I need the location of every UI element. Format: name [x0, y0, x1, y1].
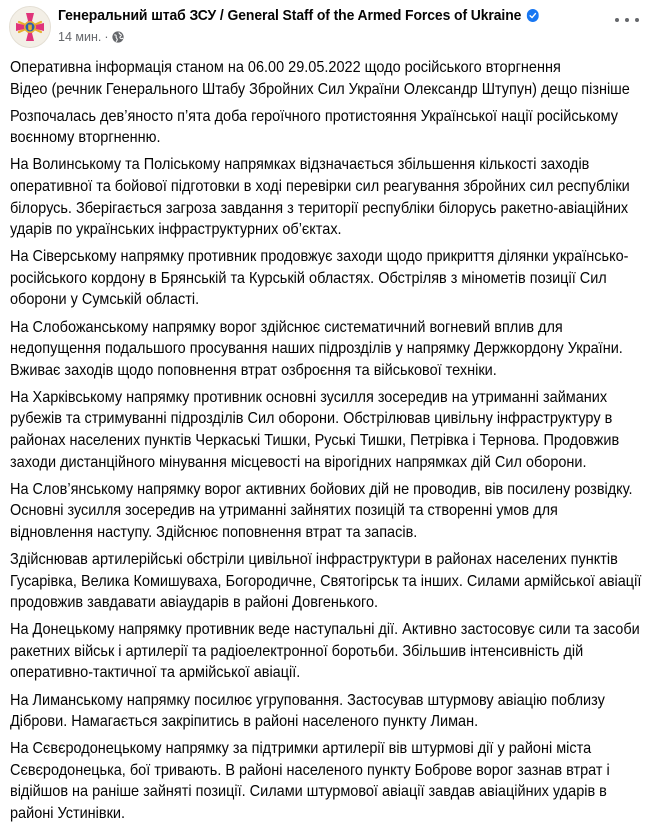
text-line: На Сіверському напрямку противник продовжує заходи щодо прикриття ділянки українсько-: [10, 248, 629, 266]
text-line: недопущення подальшого просування наших підрозділів у напрямку Держкордону України.: [10, 340, 623, 358]
text-line: Гусарівка, Велика Комишуваха, Богородичне, Святогірськ та інших. Силами армійської авіації: [10, 572, 642, 590]
text-line: Основні зусилля зосередив на утриманні зайнятих позицій та створенні умов для: [10, 502, 558, 520]
text-line: На Сєвєродонецькому напрямку за підтримки артилерії вів штурмові дії у районі міста: [10, 740, 592, 758]
text-line: Здійснював артилерійські обстріли цивільної інфраструктури в районах населених пунктів: [10, 550, 618, 568]
text-line: Оперативна інформація станом на 06.00 29.05.2022 щодо російського вторгнення: [10, 59, 561, 76]
text-line: районах населених пунктів Черкаські Тишки, Руські Тишки, Петрівка і Тернова. Продовжив: [10, 432, 620, 449]
text-line: білорусь. Зберігається загроза завдання з території республіки білорусь ракетно-авіаційних: [10, 199, 629, 217]
author-name[interactable]: [58, 7, 539, 24]
post-paragraph: [10, 154, 662, 240]
text-line: На Харківському напрямку противник основні зусилля зосередив на утриманні займаних: [10, 388, 608, 406]
post-paragraph: [10, 57, 662, 100]
text-line: ракетних військ і артилерії та радіоелектронної боротьби. Збільшив інтенсивність дій: [10, 642, 584, 660]
text-line: оперативно-тактичної та армійської авіації.: [10, 664, 301, 682]
meta-separator: ·: [104, 30, 109, 44]
general-staff-emblem-icon: [10, 7, 50, 47]
text-line: На Слов’янському напрямку ворог активних бойових дій не проводив, вів посилену розвідку.: [10, 480, 633, 498]
text-line: Сєвєродонецька, бої тривають. В районі населеного пункту Боброве ворог зазнав втрат і: [10, 761, 610, 779]
text-line: заходи дистанційного мінування місцевості на вірогідних напрямках дій Сил оборони.: [10, 453, 587, 471]
author-name-text[interactable]: Генеральний штаб ЗСУ / General Staff of the Armed Forces of Ukraine: [58, 7, 522, 24]
avatar[interactable]: [9, 6, 51, 48]
verified-badge-icon: [527, 9, 539, 22]
text-line: відновлення наступу. Здійснює поповнення втрат та запасів.: [10, 523, 418, 541]
globe-icon[interactable]: [112, 31, 124, 43]
text-line: Відео (речник Генерального Штабу Збройних Сил України Олександр Штупун) дещо пізніше: [10, 80, 630, 98]
post-paragraph: [10, 690, 662, 733]
text-line: оперативної та бойової підготовки в ході перевірки сил реагування збройних сил республіки: [10, 177, 630, 195]
text-line: На Слобожанському напрямку ворог здійснює систематичний вогневий вплив для: [10, 318, 563, 336]
text-line: Розпочалась дев’яносто п’ята доба героїчного протистояння Української нації російському: [10, 107, 619, 125]
text-line: рубежів та стримуванні підрозділів Сил оборони. Обстрілював цивільну інфраструктуру в: [10, 410, 613, 428]
more-dot-icon: [625, 18, 629, 22]
post-paragraph: [10, 619, 662, 684]
more-dot-icon: [635, 18, 639, 22]
post-paragraph: [10, 106, 662, 149]
post-meta: [58, 30, 124, 44]
text-line: Діброви. Намагається закріпитись в районі населеного пункту Лиман.: [10, 713, 479, 731]
post-paragraph: [10, 317, 662, 382]
text-line: ударів по українських інфраструктурних об’єктах.: [10, 221, 342, 239]
more-options-button[interactable]: [615, 14, 639, 26]
post-paragraph: [10, 549, 662, 614]
post-header: [0, 0, 668, 52]
post-timestamp[interactable]: 14 мин.: [58, 30, 102, 44]
text-line: На Лиманському напрямку посилює угруповання. Застосував штурмову авіацію поблизу: [10, 691, 605, 709]
text-line: воєнному вторгненню.: [10, 129, 161, 147]
more-dot-icon: [615, 18, 619, 22]
text-line: продовжив завдавати авіаударів в районі Довгенького.: [10, 594, 379, 612]
text-line: оборони у Сумській області.: [10, 291, 200, 309]
post-paragraph: [10, 479, 662, 544]
post-body: [10, 57, 662, 830]
post-paragraph: [10, 738, 662, 824]
post-paragraph: [10, 387, 662, 473]
text-line: Вживає заходів щодо поповнення втрат озброєння та військової техніки.: [10, 361, 497, 379]
text-line: На Волинському та Поліському напрямках відзначається збільшення кількості заходів: [10, 156, 590, 174]
text-line: російського кордону в Брянській та Курській областях. Обстріляв з мінометів позиції Сил: [10, 269, 607, 287]
text-line: районі Устинівки.: [10, 805, 126, 822]
text-line: На Донецькому напрямку противник веде наступальні дії. Активно застосовує сили та засоби: [10, 621, 640, 639]
text-line: відійшов на раніше зайняті позиції. Силами штурмової авіації завдав авіаційних ударів в: [10, 783, 607, 801]
post-paragraph: [10, 246, 662, 311]
